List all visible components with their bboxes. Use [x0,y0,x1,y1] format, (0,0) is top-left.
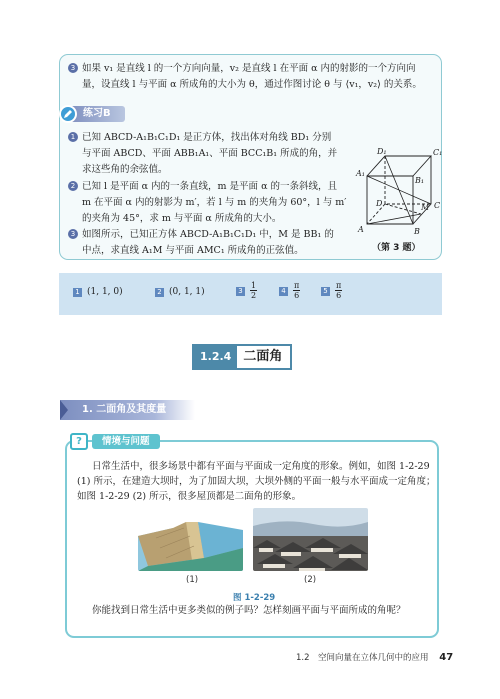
answer-number-badge: 2 [155,288,164,297]
label-A1: A₁ [356,169,365,178]
subsection-label: 1. 二面角及其度量 [82,404,167,415]
inquiry-line-3: 如图 1-2-29 (2) 所示，很多屋顶都是二面角的形象。 [77,491,302,502]
practice-b-title: 练习B [69,106,125,122]
label-D: D [376,199,383,208]
practice-b-q1-line1: 1 已知 ABCD-A₁B₁C₁D₁ 是正方体，找出体对角线 BD₁ 分别 [68,130,331,146]
question-number-badge: 3 [68,63,78,73]
cube-figure [355,146,447,252]
answer-2: 2 (0, 1, 1) [155,287,205,297]
footer-chapter: 1.2 空间向量在立体几何中的应用 [296,653,429,663]
label-C: C [434,201,441,210]
page-number: 47 [439,652,454,663]
exercise-q3-line1: 3 如果 v₁ 是直线 l 的一个方向向量，v₂ 是直线 l 在平面 α 内的射影的一个方向向 [68,61,416,77]
exercise-q3-line2: 量，设直线 l 与平面 α 所成角的大小为 θ，通过作图讨论 θ 与 ⟨v₁，v₂⟩ 的关系。 [82,79,422,90]
label-A: A [358,225,364,234]
pencil-icon [59,105,77,123]
arrow-icon [60,400,68,420]
label-B: B [414,227,420,236]
inquiry-line-2: (1) 所示，在建造大坝时，为了加固大坝，大坝外侧的平面一般与水平面成一定角度； [77,476,436,487]
inquiry-line-1: 日常生活中，很多场景中都有平面与平面成一定角度的形象。例如，如图 1-2-29 [92,461,430,472]
answer-number-badge: 4 [279,287,288,296]
figure-number: 图 1-2-29 [233,593,276,603]
question-icon: ? [70,433,88,450]
inquiry-title: 情境与问题 [92,434,160,449]
practice-b-q2-line1: 2 已知 l 是平面 α 内的一条直线，m 是平面 α 的一条斜线，且 [68,179,337,195]
answer-3: 3 $\frac{1}{2}$ [236,281,257,300]
inquiry-question: 你能找到日常生活中更多类似的例子吗？怎样刻画平面与平面所成的角呢？ [92,605,406,616]
practice-b-q3-line2: 中点，求直线 A₁M 与平面 AMC₁ 所成角的正弦值。 [82,245,304,256]
answer-number-badge: 5 [321,287,330,296]
dam-illustration [138,508,243,571]
question-number-badge: 3 [68,229,78,239]
label-B1: B₁ [415,176,425,185]
section-name: 二面角 [237,346,290,368]
answer-4: 4 $\frac{\pi}{6}$ [279,281,300,300]
answer-number-badge: 3 [236,287,245,296]
page-footer [296,651,453,663]
label-C1: C₁ [433,148,443,157]
answer-5: 5 $\frac{\pi}{6}$ [321,281,342,300]
figure-caption: （第 3 题） [372,243,421,253]
practice-b-q3-line1: 3 如图所示，已知正方体 ABCD-A₁B₁C₁D₁ 中，M 是 BB₁ 的 [68,227,334,243]
image-label-2: (2) [304,575,317,585]
answer-bar [59,273,442,315]
label-M: M [421,203,430,212]
section-title [192,344,292,370]
rooftops-photo [253,508,368,571]
section-number: 1.2.4 [194,346,237,368]
label-D1: D₁ [377,147,387,156]
subsection-bar [60,400,195,420]
answer-number-badge: 1 [73,288,82,297]
question-number-badge: 2 [68,181,78,191]
question-number-badge: 1 [68,132,78,142]
practice-b-q1-line2: 与平面 ABCD、平面 ABB₁A₁、平面 BCC₁B₁ 所成的角，并 [82,148,338,159]
practice-b-q2-line3: 的夹角为 45°，求 m 与平面 α 所成角的大小。 [82,213,282,224]
answer-1: 1 (1, 1, 0) [73,287,123,297]
image-label-1: (1) [186,575,199,585]
practice-b-q1-line3: 求这些角的余弦值。 [82,164,168,175]
practice-b-q2-line2: m 在平面 α 内的射影为 m′，若 l 与 m 的夹角为 60°，l 与 m′ [82,197,347,208]
